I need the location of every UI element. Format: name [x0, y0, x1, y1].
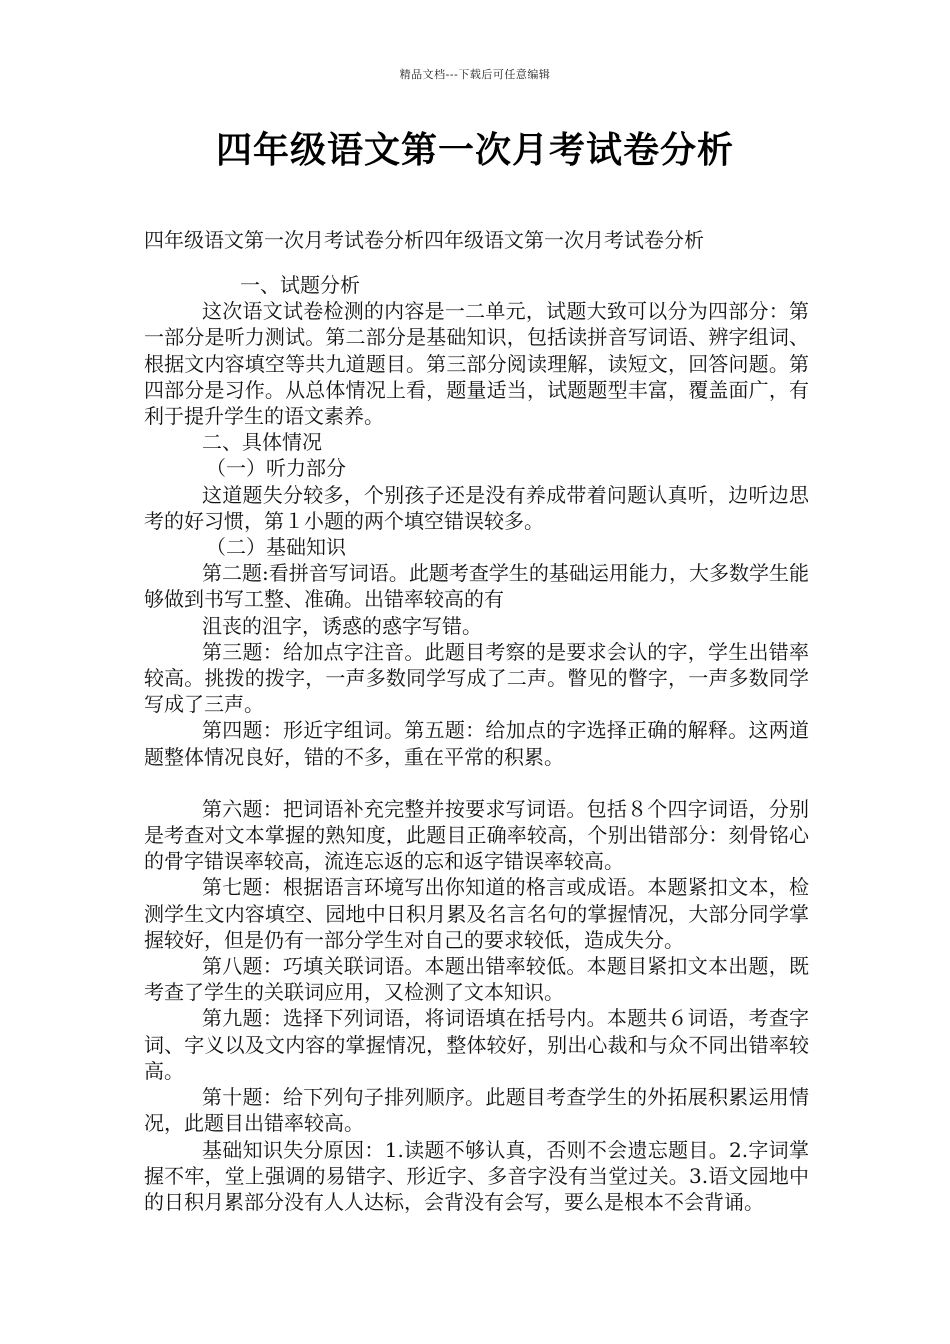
paragraph-listening: 这道题失分较多，个别孩子还是没有养成带着问题认真听，边听边思考的好习惯，第１小题的两个填空错误较多。 [144, 482, 809, 533]
document-title: 四年级语文第一次月考试卷分析 [215, 130, 734, 171]
paragraph-overview: 这次语文试卷检测的内容是一二单元，试题大致可以分为四部分：第一部分是听力测试。第二部分是基础知识，包括读拼音写词语、辨字组词、根据文内容填空等共九道题目。第三部分阅读理解，读短文，回答问题。第四部分是习作。从总体情况上看，题量适当，试题题型丰富，覆盖面广，有利于提升学生的语文素养。 [144, 299, 809, 429]
subsection-heading-listening: （一）听力部分 [206, 456, 346, 481]
paragraph-question-8: 第八题：巧填关联词语。本题出错率较低。本题目紧扣文本出题，既考查了学生的关联词应用，又检测了文本知识。 [144, 954, 809, 1005]
paragraph-question-9: 第九题：选择下列词语，将词语填在括号内。本题共６词语，考查字词、字义以及文内容的掌握情况，整体较好，别出心裁和与众不同出错率较高。 [144, 1006, 809, 1083]
paragraph-question-2-continued: 沮丧的沮字，诱惑的惑字写错。 [202, 613, 482, 638]
paragraph-question-4-5: 第四题：形近字组词。第五题：给加点的字选择正确的解释。这两道题整体情况良好，错的不多，重在平常的积累。 [144, 718, 809, 769]
section-heading-analysis: 一、试题分析 [240, 273, 360, 297]
paragraph-spacer [144, 770, 809, 796]
document-body [144, 272, 809, 1215]
section-heading-details: 二、具体情况 [202, 430, 322, 455]
paragraph-question-6: 第六题：把词语补充完整并按要求写词语。包括８个四字词语，分别是考查对文本掌握的熟知度，此题目正确率较高，个别出错部分：刻骨铭心的骨字错误率较高，流连忘返的忘和返字错误率较高。 [144, 796, 809, 874]
paragraph-question-2: 第二题:看拼音写词语。此题考查学生的基础运用能力，大多数学生能够做到书写工整、准确。出错率较高的有 [144, 561, 809, 612]
paragraph-question-7: 第七题：根据语言环境写出你知道的格言或成语。本题紧扣文本，检测学生文内容填空、园地中日积月累及名言名句的掌握情况，大部分同学掌握较好，但是仍有一部分学生对自己的要求较低，造成失分。 [144, 875, 809, 952]
subsection-heading-basics: （二）基础知识 [206, 535, 346, 560]
paragraph-error-causes: 基础知识失分原因：1.读题不够认真，否则不会遗忘题目。2.字词掌握不牢，堂上强调的易错字、形近字、多音字没有当堂过关。3.语文园地中的日积月累部分没有人人达标，会背没有会写，要么是根本不会背诵。 [144, 1137, 809, 1214]
header-note: 精品文档---下载后可任意编辑 [399, 68, 551, 81]
subtitle-line: 四年级语文第一次月考试卷分析四年级语文第一次月考试卷分析 [144, 228, 704, 252]
paragraph-question-3: 第三题：给加点字注音。此题目考察的是要求会认的字，学生出错率较高。挑拨的拨字，一声多数同学写成了二声。瞥见的瞥字，一声多数同学写成了三声。 [144, 639, 809, 717]
paragraph-question-10: 第十题：给下列句子排列顺序。此题目考查学生的外拓展积累运用情况，此题目出错率较高。 [144, 1085, 809, 1136]
